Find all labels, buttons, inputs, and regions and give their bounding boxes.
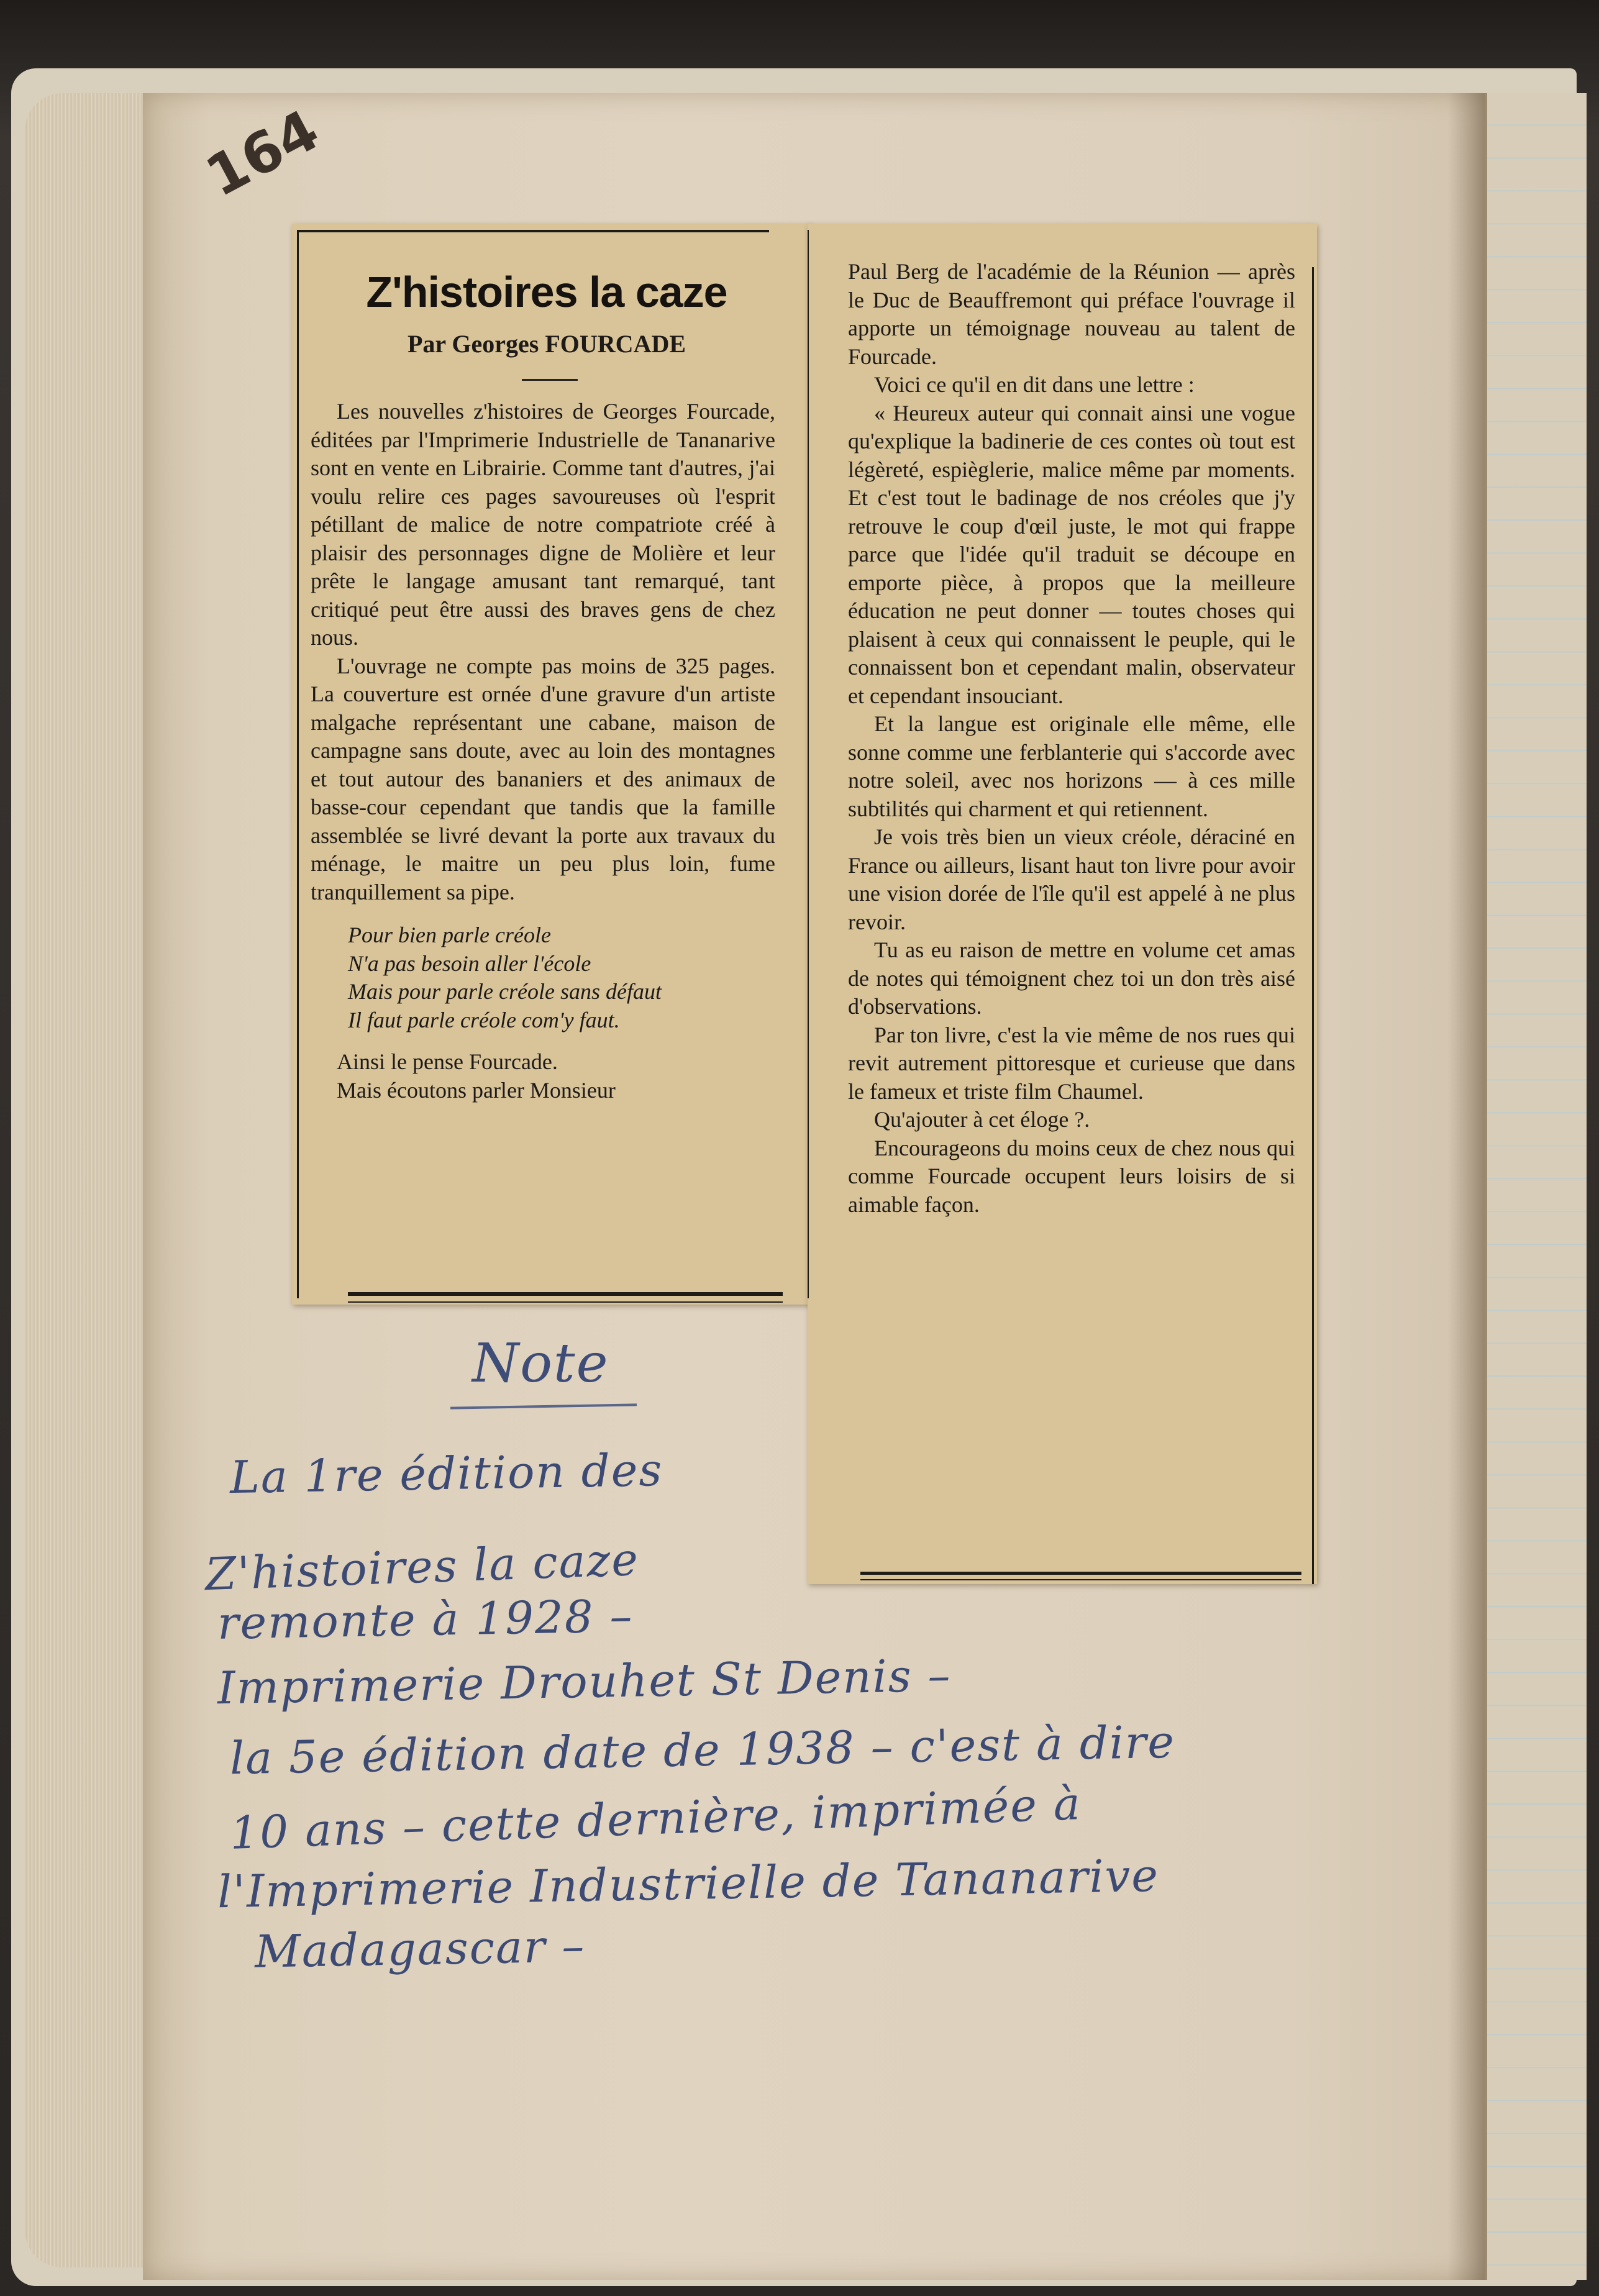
article-paragraph: Par ton livre, c'est la vie même de nos rues qui revit autrement pittoresque et curieuse que dans le fameux et triste film Chaumel. [848,1022,1295,1104]
right-page-edge [1485,93,1587,2280]
note-line: l'Imprimerie Industrielle de Tananarive [217,1849,1160,1918]
article-paragraph: Mais écoutons parler Monsieur [337,1077,616,1103]
article-paragraph: « Heureux auteur qui connait ainsi une vogue qu'explique la badinerie de ces contes où tout est légèreté, espièglerie, malice même par moments. Et c'est tout le badinage de nos créoles que j'y retrouve le coup d'œil juste, le mot qui frappe parce que l'idée qu'il traduit se découpe en emporte pièce, à propos que la meilleure éducation ne peut donner — toutes choses qui plaisent à ceux qui connaissent le peuple, qui le connaissent bon et cependant malin, observateur et cependant insouciant. [848,400,1295,708]
note-line: remonte à 1928 – [217,1590,634,1649]
byline-rule [522,379,578,381]
article-paragraph: Tu as eu raison de mettre en volume cet amas de notes qui témoignent chez toi un don très aisé d'observations. [848,937,1295,1019]
article-right-text [848,258,1295,1219]
article-paragraph: Les nouvelles z'histoires de Georges Fourcade, éditées par l'Imprimerie Industrielle de Tananarive sont en vente en Librairie. Comme tant d'autres, j'ai voulu relire ces pages savoureuses où l'esprit pétillant de malice de notre compatriote créé à plaisir des personnages digne de Molière et leur prête le langage amusant tant remarqué, tant critiqué peut être aussi des braves gens de chez nous. [311,399,775,650]
article-byline: Par Georges FOURCADE [407,330,686,358]
poem-line: Il faut parle créole com'y faut. [348,1007,620,1032]
right-bottom-rule [860,1572,1301,1575]
gutter-shadow [1447,93,1485,2280]
article-paragraph: L'ouvrage ne compte pas moins de 325 pages. La couverture est ornée d'une gravure d'un artiste malgache représentant une cabane, maison de campagne sans doute, avec au loin des montagnes et tout autour des bananiers et des animaux de basse-cour cependant que tandis que la famille assemblée se livré devant la porte aux travaux du ménage, le maitre un peu plus loin, fume tranquillement sa pipe. [311,653,775,904]
article-left-text [311,398,775,1105]
right-bottom-rule-thin [860,1579,1301,1580]
article-paragraph: Encourageons du moins ceux de chez nous qui comme Fourcade occupent leurs loisirs de si aimable façon. [848,1135,1295,1217]
note-line: 10 ans – cette dernière, imprimée à [229,1777,1082,1859]
note-heading: Note [472,1332,609,1395]
poem-line: N'a pas besoin aller l'école [348,950,591,976]
article-paragraph: Paul Berg de l'académie de la Réunion — après le Duc de Beauffremont qui préface l'ouvrage il apporte un témoignage nouveau au talent de Fourcade. [848,259,1295,369]
article-title: Z'histoires la caze [366,268,727,316]
note-line: la 5e édition date de 1938 – c'est à dire [229,1715,1176,1785]
note-line: Imprimerie Drouhet St Denis – [217,1649,952,1715]
page-number: 164 [196,97,330,210]
article-paragraph: Et la langue est originale elle même, elle sonne comme une ferblanterie qui s'accorde avec notre soleil, avec nos horizons — à ces mille subtilités qui charment et qui retiennent. [848,711,1295,821]
left-bottom-rule [348,1292,783,1296]
article-paragraph: Qu'ajouter à cet éloge ?. [874,1107,1090,1132]
left-column-border [297,230,299,1298]
poem-line: Pour bien parle créole [348,922,551,947]
top-rule [297,230,769,232]
article-paragraph: Je vois très bien un vieux créole, déraciné en France ou ailleurs, lisant haut ton livre pour avoir une vision dorée de l'île qu'il est appelé à ne plus revoir. [848,824,1295,934]
note-line: Z'histoires la caze [204,1533,640,1601]
right-column-border [1312,267,1314,1584]
page-edges [25,93,162,2267]
note-line: Madagascar – [254,1920,586,1978]
note-line: La 1re édition des [229,1443,663,1504]
article-paragraph: Ainsi le pense Fourcade. [337,1049,558,1074]
poem [311,906,775,1048]
poem-line: Mais pour parle créole sans défaut [348,979,662,1004]
left-bottom-rule-thin [348,1301,783,1303]
column-divider [808,230,809,1298]
article-paragraph: Voici ce qu'il en dit dans une lettre : [874,372,1195,397]
